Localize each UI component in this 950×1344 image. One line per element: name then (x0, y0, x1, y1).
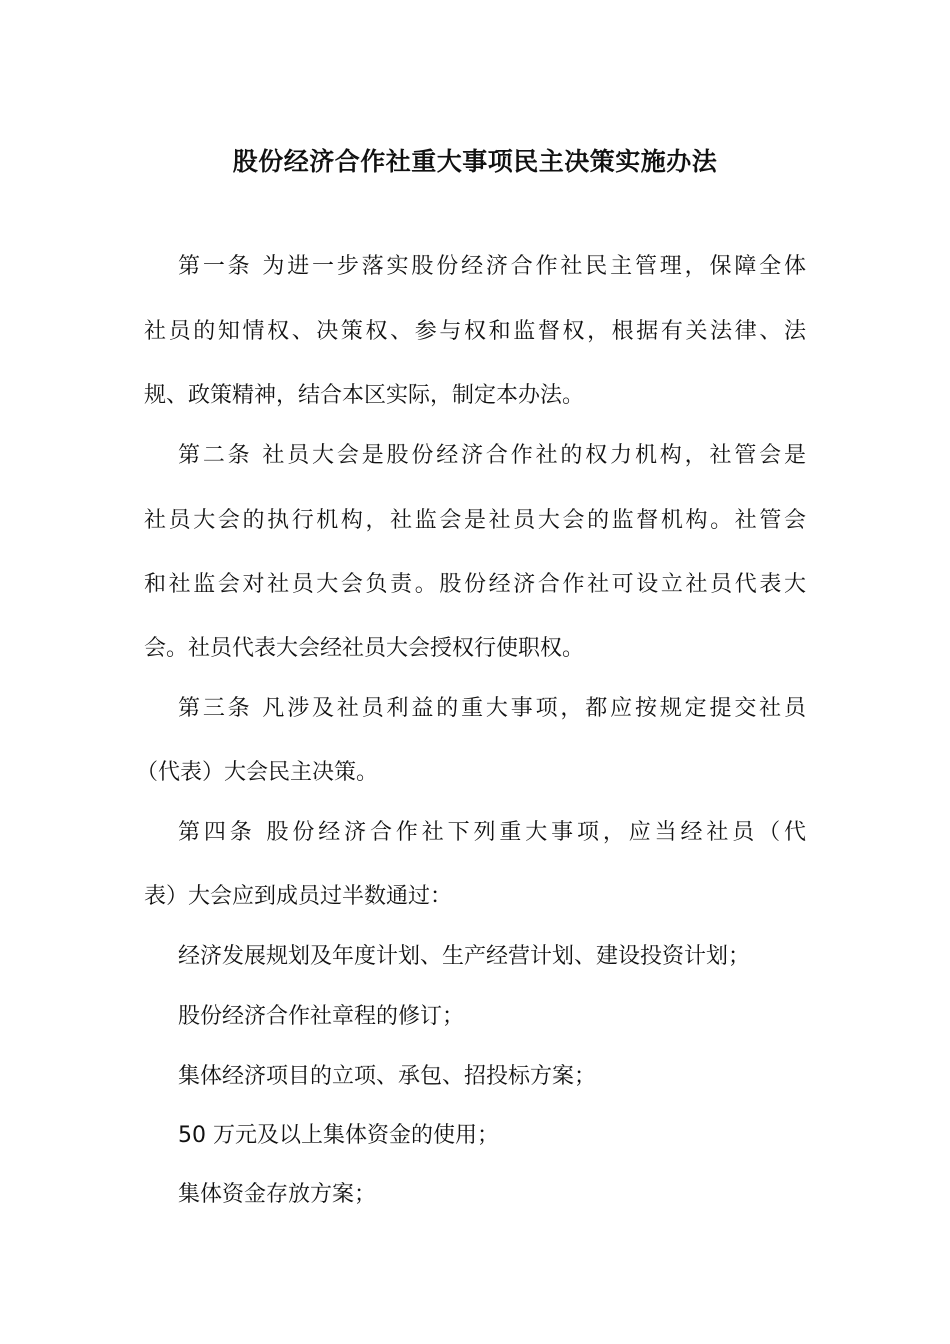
text-line: 社员大会的执行机构，社监会是社员大会的监督机构。社管会 (144, 508, 806, 533)
text-line: 第四条 股份经济合作社下列重大事项，应当经社员（代 (178, 820, 806, 845)
text-line: 表）大会应到成员过半数通过： (144, 884, 453, 909)
text-line: 规、政策精神，结合本区实际，制定本办法。 (144, 383, 585, 408)
list-item: 集体经济项目的立项、承包、招投标方案； (178, 1064, 597, 1089)
list-item: 股份经济合作社章程的修订； (178, 1004, 465, 1029)
list-item: 集体资金存放方案； (178, 1182, 377, 1207)
text-line: 会。社员代表大会经社员大会授权行使职权。 (144, 636, 585, 661)
text-line: 第一条 为进一步落实股份经济合作社民主管理，保障全体 (178, 254, 806, 279)
text-line: （代表）大会民主决策。 (136, 760, 379, 785)
list-item: 50 万元及以上集体资金的使用； (178, 1123, 499, 1148)
text-line: 和社监会对社员大会负责。股份经济合作社可设立社员代表大 (144, 572, 806, 597)
list-item: 经济发展规划及年度计划、生产经营计划、建设投资计划； (178, 944, 751, 969)
text-line: 第二条 社员大会是股份经济合作社的权力机构，社管会是 (178, 443, 806, 468)
document-title: 股份经济合作社重大事项民主决策实施办法 (232, 147, 718, 176)
text-line: 第三条 凡涉及社员利益的重大事项，都应按规定提交社员 (178, 696, 806, 721)
text-line: 社员的知情权、决策权、参与权和监督权，根据有关法律、法 (144, 319, 806, 344)
